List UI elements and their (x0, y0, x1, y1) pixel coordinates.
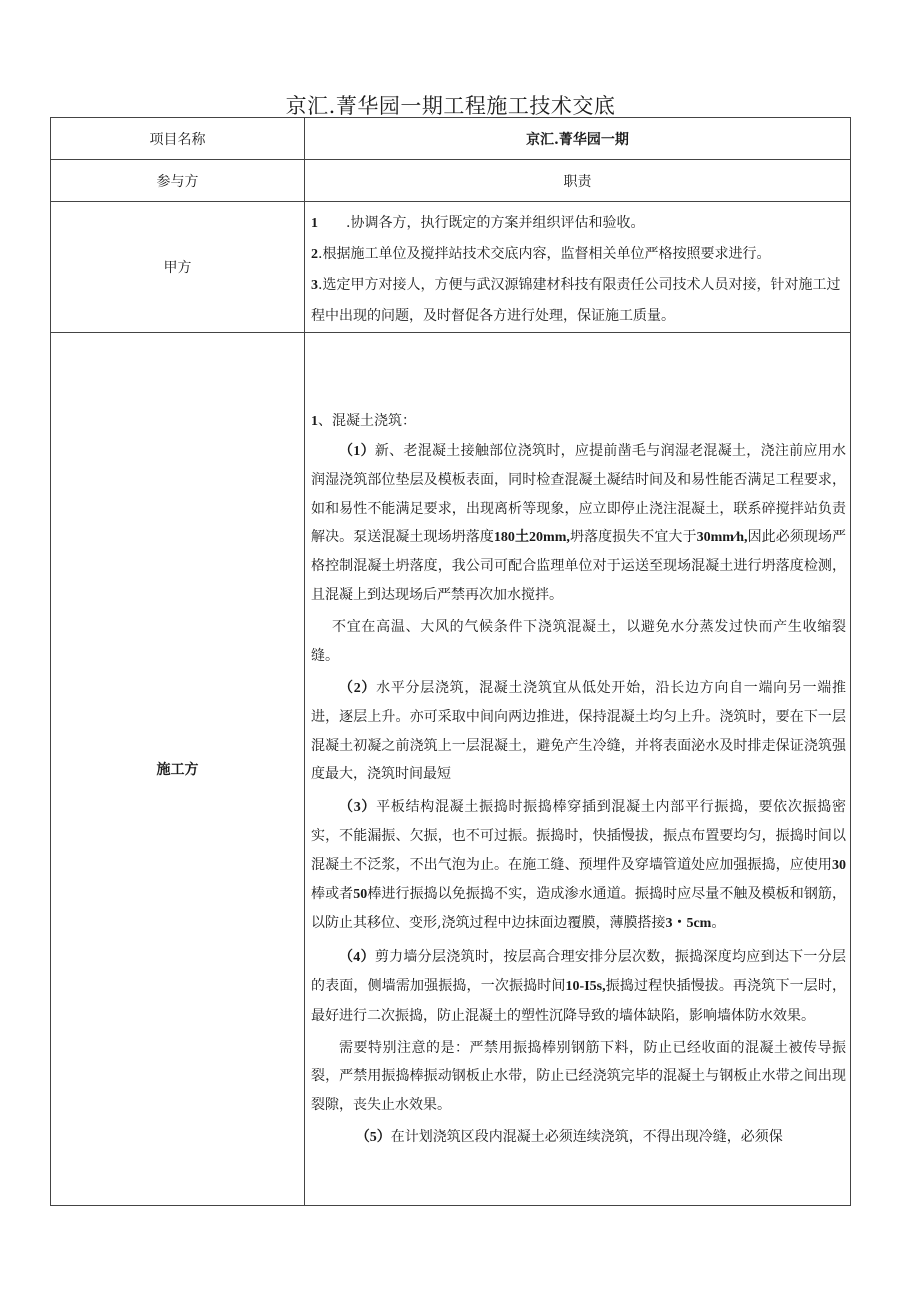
pour-item-3: （3）平板结构混凝土振捣时振捣棒穿插到混凝土内部平行振捣，要依次振捣密实，不能漏振、欠振，也不可过振。振捣时，快插慢拔，振点布置要均匀，振捣时间以混凝土不泛浆，不出气泡为止。在施工缝、预埋件及穿墙管道处应加强振捣，应使用30棒或者50棒进行振捣以免振捣不实，造成渗水通道。振捣时应尽量不触及模板和钢筋，以防止其移位、变形,浇筑过程中边抹面边覆膜，薄膜搭接3・5cm。 (311, 798, 847, 932)
participant-header: 参与方 (51, 160, 305, 202)
pour-item-4: （4）剪力墙分层浇筑时，按层高合理安排分层次数，振捣深度均应到达下一分层的表面，侧墙需加强振捣，一次振捣时间10-I5s,振捣过程快插慢拔。再浇筑下一层时，最好进行二次振捣，防止混凝土的塑性沉降导致的墙体缺陷，影响墙体防水效果。 (311, 948, 847, 1024)
pour-item-4-note: 需要特别注意的是：严禁用振捣棒别钢筋下料，防止已经收面的混凝土被传导振裂，严禁用振捣棒振动钢板止水带，防止已经浇筑完毕的混凝土与钢板止水带之间出现裂隙，丧失止水效果。 (311, 1039, 846, 1113)
pour-item-1: （1）新、老混凝土接触部位浇筑时，应提前凿毛与润湿老混凝土，浇注前应用水润湿浇筑部位垫层及模板表面，同时检查混凝土凝结时间及和易性能否满足工程要求，如和易性不能满足要求，出现离析等现象，应立即停止浇注混凝土，联系碎搅拌站负责解决。泵送混凝土现场坍落度180土20mm,坍落度损失不宜大于30mm∕h,因此必须现场严格控制混凝土坍落度，我公司可配合监理单位对于运送至现场混凝土进行坍落度检测，且混凝上到达现场后严禁再次加水搅拌。 (311, 442, 847, 603)
duty-header: 职责 (305, 160, 851, 202)
project-name-label: 项目名称 (51, 118, 305, 160)
contractor-duties (305, 333, 851, 1206)
project-name-row (51, 118, 851, 160)
pour-item-2: （2）水平分层浇筑，混凝土浇筑宜从低处开始，沿长边方向自一端向另一端推进，逐层上升。亦可采取中间向两边推进，保持混凝土均匀上升。浇筑时，要在下一层混凝土初凝之前浇筑上一层混凝土，避免产生冷缝，并将表面泌水及时排走保证浇筑强度最大，浇筑时间最短 (311, 680, 847, 783)
party-a-duty-1: 1 .协调各方，执行既定的方案并组织评估和验收。 (311, 215, 645, 231)
contractor-label: 施工方 (51, 333, 305, 1206)
pour-heading: 1、混凝土浇筑： (311, 413, 416, 430)
pour-item-5: （5）在计划浇筑区段内混凝土必须连续浇筑，不得出现冷缝，必须保 (355, 1129, 783, 1146)
contractor-row (51, 333, 851, 1206)
party-a-row (51, 202, 851, 333)
party-a-duties (305, 202, 851, 333)
document-title: 京汇.菁华园一期工程施工技术交底 (285, 94, 616, 118)
project-name-value: 京汇.菁华园一期 (305, 118, 851, 160)
disclosure-table (50, 117, 851, 1206)
party-a-duty-3: 3.选定甲方对接人，方便与武汉源锦建材科技有限责任公司技术人员对接，针对施工过程中出现的问题，及时督促各方进行处理，保证施工质量。 (311, 277, 841, 324)
party-a-label: 甲方 (51, 202, 305, 333)
role-header-row (51, 160, 851, 202)
party-a-duty-2: 2.根据施工单位及搅拌站技术交底内容，监督相关单位严格按照要求进行。 (311, 246, 771, 262)
pour-item-1-note: 不宜在高温、大风的气候条件下浇筑混凝土，以避免水分蒸发过快而产生收缩裂缝。 (311, 619, 846, 664)
